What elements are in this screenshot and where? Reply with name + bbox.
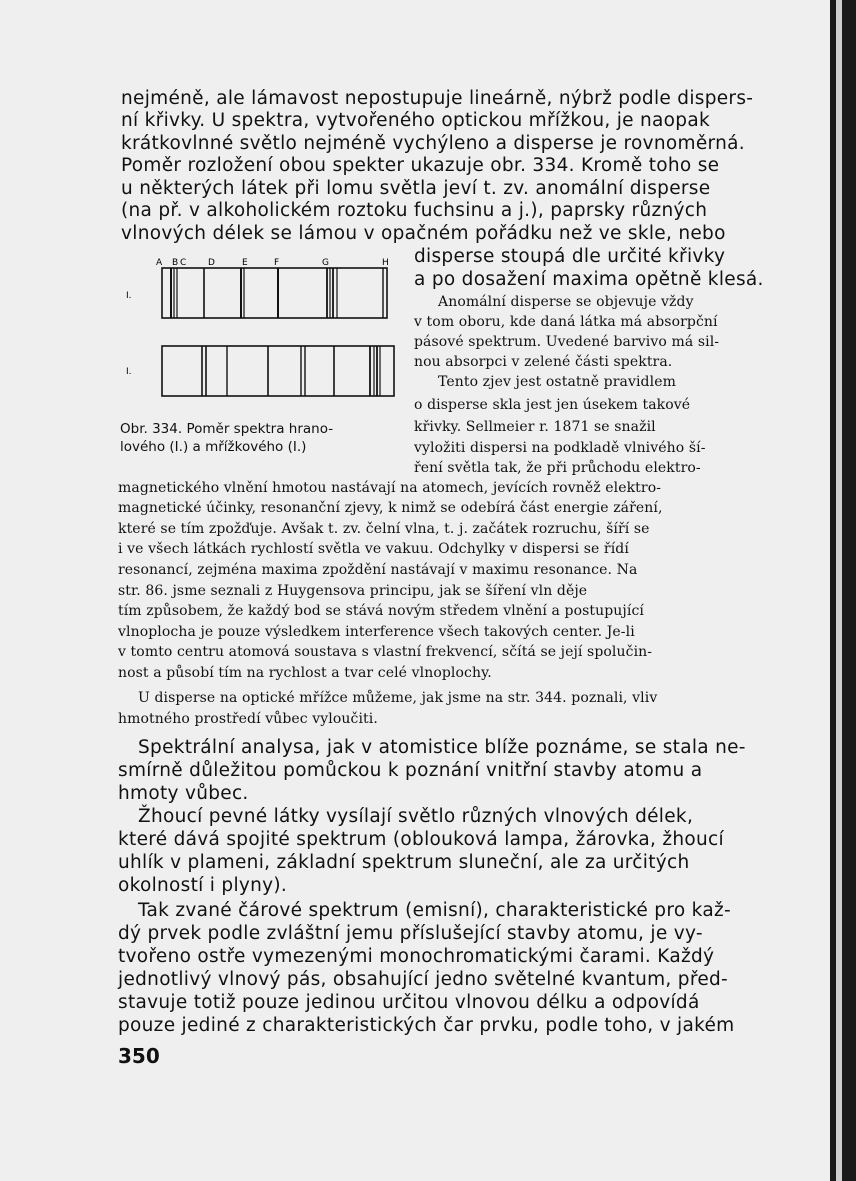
text-line: resonancí, zejména maxima zpoždění nastávají v maximu resonance. Na <box>118 562 638 578</box>
text-line: Tento zjev jest ostatně pravidlem <box>438 374 676 390</box>
text-line: nou absorpci v zelené části spektra. <box>414 354 673 370</box>
text-line: a po dosažení maxima opětně klesá. <box>414 269 764 290</box>
text-line: i ve všech látkách rychlostí světla ve vakuu. Odchylky v dispersi se řídí <box>118 541 629 557</box>
text-line: křivky. Sellmeier r. 1871 se snažil <box>414 419 656 435</box>
text-line: u některých látek při lomu světla jeví t. zv. anomální disperse <box>121 178 711 199</box>
text-line: Žhoucí pevné látky vysílají světlo různých vlnových délek, <box>138 806 694 827</box>
spectral-letter: C <box>180 258 187 268</box>
text-line: magnetické účinky, resonanční zjevy, k nimž se odebírá část energie záření, <box>118 500 663 516</box>
text-line: které dává spojité spektrum (oblouková lampa, žárovka, žhoucí <box>118 829 724 850</box>
figure-caption: lového (I.) a mřížkového (I.) <box>120 439 307 455</box>
text-line: smírně důležitou pomůckou k poznání vnitřní stavby atomu a <box>118 760 703 781</box>
text-line: dý prvek podle zvláštní jemu příslušející stavby atomu, je vy- <box>118 923 703 944</box>
text-line: hmoty vůbec. <box>118 783 249 804</box>
text-line: Anomální disperse se objevuje vždy <box>438 294 694 310</box>
text-line: okolností i plyny). <box>118 875 288 896</box>
text-line: jednotlivý vlnový pás, obsahující jedno světelné kvantum, před- <box>118 969 729 990</box>
text-line: v tomto centru atomová soustava s vlastní frekvencí, sčítá se její spolučin- <box>118 644 653 660</box>
spectral-letter: D <box>208 258 215 268</box>
text-line: vlnoplocha je pouze výsledkem interference všech takových center. Je-li <box>118 624 635 640</box>
prism-spectrum-lines <box>171 268 383 318</box>
grating-spectrum-box <box>162 346 394 396</box>
spectral-letter: B <box>172 258 179 268</box>
text-line: stavuje totiž pouze jedinou určitou vlnovou délku a odpovídá <box>118 992 700 1013</box>
spectral-letter: H <box>382 258 389 268</box>
text-line: uhlík v plameni, základní spektrum sluneční, ale za určitých <box>118 852 690 873</box>
spectral-letter: G <box>322 258 329 268</box>
text-line: v tom oboru, kde daná látka má absorpční <box>414 314 718 330</box>
text-line: U disperse na optické mřížce můžeme, jak jsme na str. 344. poznali, vliv <box>138 690 658 706</box>
text-line: Spektrální analysa, jak v atomistice blíže poznáme, se stala ne- <box>138 737 746 758</box>
text-line: Poměr rozložení obou spekter ukazuje obr. 334. Kromě toho se <box>121 155 720 176</box>
text-line: magnetického vlnění hmotou nastávají na atomech, jevících rovněž elektro- <box>118 480 662 496</box>
text-line: hmotného prostředí vůbec vyloučiti. <box>118 711 378 727</box>
figure-label-top: I. <box>126 291 132 301</box>
text-line: disperse stoupá dle určité křivky <box>414 246 726 267</box>
text-line: krátkovlnné světlo nejméně vychýleno a disperse je rovnoměrná. <box>121 133 745 154</box>
text-line: nejméně, ale lámavost nepostupuje lineárně, nýbrž podle dispers- <box>121 88 754 109</box>
spectral-letter: E <box>242 258 248 268</box>
spectral-letter: A <box>156 258 163 268</box>
page-edge-shadow <box>830 0 856 1181</box>
page-number: 350 <box>118 1044 160 1068</box>
spectra-figure <box>118 256 408 416</box>
page-edge-strip <box>836 0 842 1181</box>
figure-caption: Obr. 334. Poměr spektra hrano- <box>120 421 334 437</box>
prism-spectrum-box <box>162 268 387 318</box>
text-line: ní křivky. U spektra, vytvořeného optickou mřížkou, je naopak <box>121 110 710 131</box>
grating-spectrum-lines <box>202 346 380 396</box>
text-line: tvořeno ostře vymezenými monochromatickými čarami. Každý <box>118 946 715 967</box>
text-line: které se tím zpožďuje. Avšak t. zv. čelní vlna, t. j. začátek rozruchu, šíří se <box>118 521 650 537</box>
figure-label-bottom: I. <box>126 367 132 377</box>
text-line: tím způsobem, že každý bod se stává novým středem vlnění a postupující <box>118 603 644 619</box>
spectral-letter: F <box>274 258 280 268</box>
text-line: nost a působí tím na rychlost a tvar celé vlnoplochy. <box>118 665 492 681</box>
text-line: pouze jediné z charakteristických čar prvku, podle toho, v jakém <box>118 1015 735 1036</box>
text-line: pásové spektrum. Uvedené barvivo má sil- <box>414 334 720 350</box>
text-line: str. 86. jsme seznali z Huygensova principu, jak se šíření vln děje <box>118 583 588 599</box>
text-line: vyložiti dispersi na podkladě vlnivého ší- <box>414 440 706 456</box>
text-line: vlnových délek se lámou v opačném pořádku než ve skle, nebo <box>121 223 726 244</box>
text-line: o disperse skla jest jen úsekem takové <box>414 397 691 413</box>
text-line: ření světla tak, že při průchodu elektro- <box>414 460 701 476</box>
prism-letter-labels <box>156 258 389 268</box>
text-line: Tak zvané čárové spektrum (emisní), charakteristické pro kaž- <box>138 900 731 921</box>
text-line: (na př. v alkoholickém roztoku fuchsinu a j.), paprsky různých <box>121 200 708 221</box>
